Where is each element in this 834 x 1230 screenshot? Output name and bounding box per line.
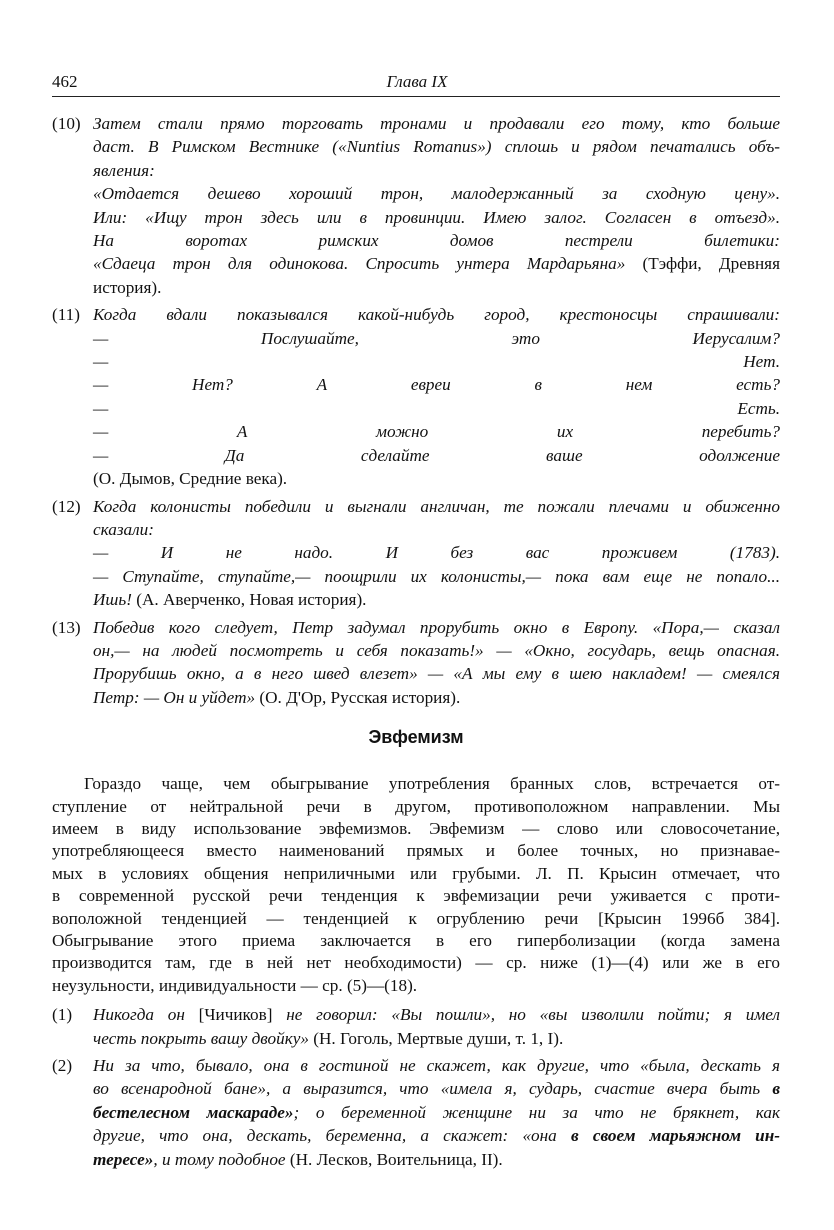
paragraph-line: Обыгрывание этого приема заключается в его гиперболизации (когда замена xyxy=(52,931,780,950)
text-segment: — Да сделайте ваше одолжение xyxy=(93,445,780,465)
text-line xyxy=(93,1077,780,1100)
paragraph-line: ступление от нейтральной речи в другом, противоположном направлении. Мы xyxy=(52,796,780,816)
example-item xyxy=(52,495,780,612)
example-number: (1) xyxy=(52,1005,73,1025)
example-item xyxy=(52,1003,780,1050)
text-segment: — И не надо. И без вас проживем (1783). xyxy=(93,543,780,563)
text-line xyxy=(93,1027,780,1050)
text-line xyxy=(93,1003,780,1026)
text-line xyxy=(93,444,780,467)
example-item xyxy=(52,616,780,710)
text-line xyxy=(93,397,780,420)
section-heading: Эвфемизм xyxy=(368,727,464,748)
example-number: (10) xyxy=(52,114,81,133)
examples-top xyxy=(52,112,780,709)
text-line xyxy=(93,1101,780,1124)
example-number: (12) xyxy=(52,496,81,516)
text-line xyxy=(93,495,780,518)
text-line xyxy=(93,229,780,252)
text-line xyxy=(93,616,780,639)
text-segment: — Нет? А евреи в нем есть? xyxy=(93,375,780,395)
text-line xyxy=(93,420,780,443)
text-segment: (О. Дымов, Средние века). xyxy=(93,469,288,489)
example-text xyxy=(93,616,780,710)
text-segment: Когда вдали показывался какой-нибудь город, крестоносцы спрашивали: xyxy=(93,305,780,325)
text-line xyxy=(93,686,780,709)
examples-bottom xyxy=(52,1003,780,1171)
text-line xyxy=(93,182,780,205)
text-line xyxy=(93,565,780,588)
text-segment: в своем марьяжном ин- xyxy=(570,1126,780,1146)
text-segment: (А. Аверченко, Новая история). xyxy=(131,590,367,610)
text-segment: [Чичиков] xyxy=(198,1005,273,1025)
text-segment: , и тому подобное xyxy=(153,1149,286,1169)
text-segment: он,— на людей посмотреть и себя показать!» — «Окно, государь, вещь опасная. xyxy=(93,640,780,660)
paragraph-line: в современной русской речи тенденция к эвфемизации речи уживается с проти- xyxy=(52,886,780,906)
text-line xyxy=(93,588,780,611)
text-segment: история). xyxy=(93,277,162,297)
page-body xyxy=(52,112,780,1175)
text-line xyxy=(93,467,780,490)
paragraph-line: производится там, где в ней нет необходимости) — ср. ниже (1)—(4) или же в его xyxy=(52,953,780,973)
text-segment: во всенародной бане», а выразится, что «имела я, сударь, счастие вчера быть xyxy=(93,1079,773,1099)
text-segment: — Нет. xyxy=(93,352,780,372)
text-segment: Когда колонисты победили и выгнали англичан, те пожали плечами и обиженно xyxy=(93,496,780,516)
text-line xyxy=(93,303,780,326)
example-text xyxy=(93,495,780,612)
text-line xyxy=(93,1124,780,1147)
page-number: 462 xyxy=(52,72,78,91)
body-paragraph xyxy=(52,773,780,997)
paragraph-line: употребляющееся вместо наименований прямых и более точных, но признавае- xyxy=(52,841,780,861)
text-segment: — Послушайте, это Иерусалим? xyxy=(93,328,780,348)
text-segment: сказали: xyxy=(93,519,154,539)
text-line xyxy=(93,112,780,135)
text-segment: Затем стали прямо торговать тронами и продавали его тому, кто больше xyxy=(93,114,780,133)
text-segment: На воротах римских домов пестрели билетики: xyxy=(93,231,780,251)
text-line xyxy=(93,1148,780,1171)
text-line xyxy=(93,639,780,662)
text-line xyxy=(93,327,780,350)
text-segment: явления: xyxy=(93,160,155,180)
text-segment: честь покрыть вашу двойку» xyxy=(93,1028,309,1048)
text-segment: не говорил: «Вы пошли», но «вы изволили пойти; я имел xyxy=(272,1005,780,1025)
text-line xyxy=(93,518,780,541)
paragraph-line: мых в условиях общения неприличными или грубыми. Л. П. Крысин отмечает, что xyxy=(52,863,780,883)
running-header: Глава IX xyxy=(386,72,448,91)
example-text xyxy=(93,112,780,299)
example-text xyxy=(93,1054,780,1171)
text-line xyxy=(93,1054,780,1077)
text-segment: «Сдаеца трон для одинокова. Спросить унтера Мардарьяна» xyxy=(93,254,626,274)
text-segment: ; о беременной женщине ни за что не брякнет, как xyxy=(293,1102,780,1122)
example-item xyxy=(52,1054,780,1171)
text-segment: бестелесном маскараде» xyxy=(93,1102,294,1122)
text-line xyxy=(93,662,780,685)
paragraph-line: Гораздо чаще, чем обыгрывание употребления бранных слов, встречается от- xyxy=(84,774,780,794)
text-segment: Никогда он xyxy=(93,1005,199,1025)
paragraph-line: имеем в виду использование эвфемизмов. Эвфемизм — слово или словосочетание, xyxy=(52,818,780,838)
text-segment: (О. Д'Ор, Русская история). xyxy=(255,687,461,707)
example-item xyxy=(52,303,780,490)
paragraph-line: воположной тенденцией — тенденцией к огрублению речи [Крысин 1996б 384]. xyxy=(52,908,780,928)
text-line xyxy=(93,252,780,275)
text-segment: — Ступайте, ступайте,— поощрили их колонисты,— пока вам еще не попало... xyxy=(93,566,780,586)
text-line xyxy=(93,159,780,182)
example-text xyxy=(93,1003,780,1050)
text-segment: (Тэффи, Древняя xyxy=(625,254,780,274)
paragraph-line: неузульности, индивидуальности — ср. (5)—(18). xyxy=(52,975,418,995)
text-segment: Прорубишь окно, а в него швед влезет» — «А мы ему в шею накладем! — смеялся xyxy=(93,664,780,684)
text-segment: тересе» xyxy=(93,1149,154,1169)
text-segment: (Н. Гоголь, Мертвые души, т. 1, I). xyxy=(308,1028,564,1048)
text-line xyxy=(93,135,780,158)
text-segment: другие, что она, дескать, беременна, а скажет: «она xyxy=(93,1126,571,1146)
text-segment: — А можно их перебить? xyxy=(93,422,780,442)
example-number: (13) xyxy=(52,617,81,637)
text-segment: в xyxy=(772,1079,780,1099)
text-segment: Ишь! xyxy=(93,590,132,610)
text-line xyxy=(93,276,780,299)
text-segment: Победив кого следует, Петр задумал прорубить окно в Европу. «Пора,— сказал xyxy=(93,617,780,637)
example-number: (11) xyxy=(52,305,80,325)
text-line xyxy=(93,541,780,564)
text-line xyxy=(93,350,780,373)
example-number: (2) xyxy=(52,1056,73,1076)
text-segment: (Н. Лесков, Воительница, II). xyxy=(285,1149,503,1169)
header-rule xyxy=(52,96,780,97)
example-item xyxy=(52,112,780,299)
text-segment: Ни за что, бывало, она в гостиной не скажет, как другие, что «была, дескать я xyxy=(93,1056,780,1076)
text-line xyxy=(93,373,780,396)
text-segment: даст. В Римском Вестнике («Nuntius Romanus») сплошь и рядом печатались объ- xyxy=(93,137,780,157)
text-segment: «Отдается дешево хороший трон, малодержанный за сходную цену». xyxy=(93,184,780,204)
text-segment: — Есть. xyxy=(93,398,780,418)
text-line xyxy=(93,206,780,229)
example-text xyxy=(93,303,780,490)
text-segment: Петр: — Он и уйдет» xyxy=(93,687,256,707)
text-segment: Или: «Ищу трон здесь или в провинции. Имею залог. Согласен в отъезд». xyxy=(93,207,780,227)
